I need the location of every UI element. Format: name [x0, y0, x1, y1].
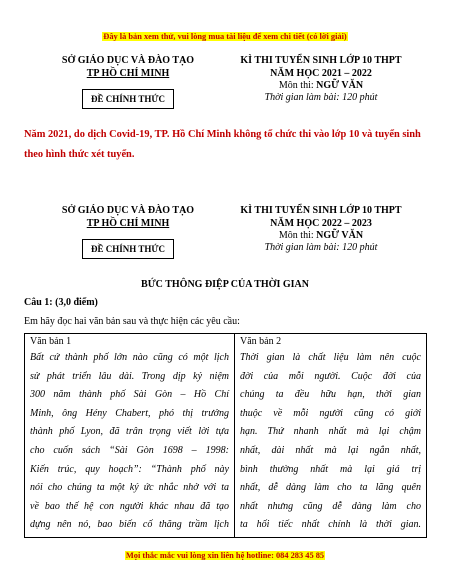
- text-line: Thời gian là chất liệu làm nên cuộc: [240, 352, 421, 363]
- issuer-block: [38, 205, 218, 259]
- text-line: thuộc về mỗi người cũng có giới: [240, 407, 421, 419]
- exam-name: KÌ THI TUYỂN SINH LỚP 10 THPT: [240, 205, 402, 216]
- question-1-heading: Câu 1: (3,0 điểm): [24, 297, 98, 308]
- issuer-block: [38, 55, 218, 109]
- text-line: hạn. Thứ nhanh nhất mà lại chậm: [240, 426, 421, 438]
- text-line: thành phố Lyon, đã trân trọng viết lời tựa: [30, 426, 229, 438]
- text-line: 300 năm thành phố Sài Gòn – Hồ Chí: [30, 389, 229, 401]
- official-stamp: ĐỀ CHÍNH THỨC: [82, 89, 174, 109]
- covid-notice: Năm 2021, do dịch Covid-19, TP. Hồ Chí Minh không tổ chức thi vào lớp 10 và tuyển sinh theo hình thức xét tuyển.: [24, 129, 421, 160]
- section-title: BỨC THÔNG ĐIỆP CỦA THỜI GIAN: [141, 279, 309, 290]
- subject-prefix: Môn thi:: [278, 80, 317, 91]
- exam-info-block: [238, 205, 404, 254]
- time-limit: Thời gian làm bài: 120 phút: [264, 92, 378, 103]
- text-line: cho cuốn sách “Sài Gòn 1698 – 1998:: [30, 444, 229, 456]
- exam-header-2021: [0, 55, 450, 135]
- school-year: NĂM HỌC 2021 – 2022: [270, 67, 372, 79]
- text-2-cell: [235, 334, 427, 538]
- subject-name: NGỮ VĂN: [316, 80, 364, 91]
- text-1-body: [30, 349, 229, 535]
- reading-texts-table: [24, 333, 427, 538]
- department-name: SỞ GIÁO DỤC VÀ ĐÀO TẠO: [61, 55, 195, 66]
- exam-info-block: [238, 55, 404, 104]
- time-limit: Thời gian làm bài: 120 phút: [264, 242, 378, 253]
- text-line: nhất nhưng cũng dễ dàng làm cho: [240, 500, 421, 512]
- text-line: đời của mỗi người. Cuộc đời của: [240, 370, 421, 382]
- text-line: nhất, dễ dàng làm cho ta lãng quên: [240, 482, 421, 494]
- subject-prefix: Môn thi:: [278, 230, 317, 241]
- text-line: nhất, dài nhất mà lại ngắn nhất,: [240, 444, 421, 456]
- text-line: về bao thế hệ con người khác nhau đã tạo: [30, 500, 229, 512]
- text-1-label: Văn bản 1: [30, 336, 72, 347]
- text-line: Minh, ông Hény Chabert, phó thị trưởng: [30, 407, 229, 419]
- exam-header-2022: [0, 205, 450, 285]
- official-stamp: ĐỀ CHÍNH THỨC: [82, 239, 174, 259]
- hotline-text: Mọi thắc mắc vui lòng xin liên hệ hotline: 084 283 45 85: [125, 551, 325, 560]
- city-name: TP HỒ CHÍ MINH: [86, 67, 170, 79]
- top-banner-text: Đây là bản xem thử, vui lòng mua tài liệu để xem chi tiết (có lời giải): [103, 32, 347, 41]
- city-name: TP HỒ CHÍ MINH: [86, 217, 170, 229]
- department-name: SỞ GIÁO DỤC VÀ ĐÀO TẠO: [61, 205, 195, 216]
- text-2-label: Văn bản 2: [240, 336, 282, 347]
- text-line: chúng ta đều hữu hạn, thời gian: [240, 389, 421, 401]
- question-instruction: Em hãy đọc hai văn bản sau và thực hiện các yêu cầu:: [24, 316, 240, 327]
- subject-line: [238, 230, 404, 242]
- text-line: bình thường nhất mà lại giá trị: [240, 463, 421, 475]
- text-2-body: [240, 349, 421, 535]
- top-banner: [0, 26, 450, 44]
- text-line: dựng nên nó, bao biến cố thăng trầm lịch: [30, 519, 229, 531]
- text-line: Bất cứ thành phố lớn nào cũng có một lịch: [30, 352, 229, 363]
- text-line: nói cho chúng ta một ký ức nhắc nhở với ta: [30, 482, 229, 494]
- bottom-banner: [0, 545, 450, 563]
- text-line: Kiến trúc, quy hoạch”: “Thành phố này: [30, 463, 229, 475]
- text-1-cell: [25, 334, 235, 538]
- text-line: sử phát triển lâu dài. Trong dịp kỷ niệm: [30, 370, 229, 382]
- text-line: ta hối tiếc nhất chính là thời gian.: [240, 519, 421, 531]
- exam-name: KÌ THI TUYỂN SINH LỚP 10 THPT: [240, 55, 402, 66]
- school-year: NĂM HỌC 2022 – 2023: [270, 217, 372, 229]
- subject-name: NGỮ VĂN: [316, 230, 364, 241]
- subject-line: [238, 80, 404, 92]
